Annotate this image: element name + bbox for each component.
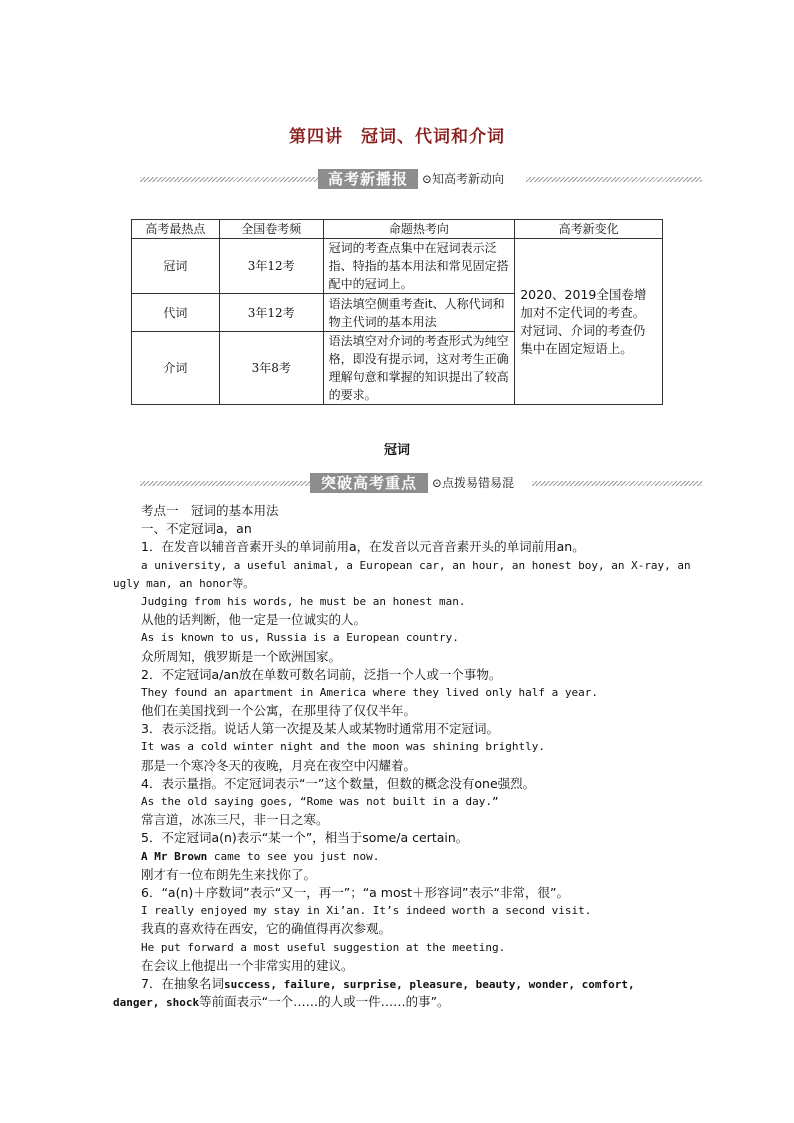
table-row (132, 239, 663, 294)
table-header-row (132, 220, 663, 239)
direction-cell: 语法填空侧重考查it、人称代词和物主代词的基本用法 (323, 294, 515, 332)
banner-right-rule (526, 177, 702, 182)
rule-text (113, 993, 685, 1011)
translation: 他们在美国找到一个公寓，在那里待了仅仅半年。 (141, 703, 417, 719)
direction-cell: 语法填空对介词的考查形式为纯空格，即没有提示词，这对考生正确理解句意和掌握的知识提出了较高的要求。 (323, 332, 515, 405)
sentence-rest: came to see you just now. (207, 849, 380, 863)
emphasis-text: danger, shock (113, 996, 200, 1010)
table-header-cell: 全国卷考频 (219, 220, 323, 239)
example-text: ugly man, an honor等。 (113, 576, 255, 590)
example-sentence: It was a cold winter night and the moon was shining brightly. (141, 740, 545, 754)
point-heading: 考点一 冠词的基本用法 (141, 503, 279, 518)
rule-text: 1．在发音以辅音音素开头的单词前用a，在发音以元音音素开头的单词前用an。 (141, 539, 585, 555)
rule-lead: 7．在抽象名词 (141, 975, 224, 991)
section-title: 冠词 (383, 443, 410, 458)
table-header-cell: 高考最热点 (132, 220, 220, 239)
change-cell: 2020、2019全国卷增加对不定代词的考查。对冠词、介词的考查仍集中在固定短语上。 (515, 239, 663, 405)
frequency-cell: 3年8考 (219, 332, 323, 405)
rule-text: 2．不定冠词a/an放在单数可数名词前，泛指一个人或一个事物。 (141, 666, 502, 682)
translation: 众所周知，俄罗斯是一个欧洲国家。 (141, 648, 342, 664)
rule-text: 5．不定冠词a(n)表示“某一个”，相当于some/a certain。 (141, 830, 469, 846)
rule-text (113, 975, 685, 993)
example-sentence: They found an apartment in America where they lived only half a year. (141, 685, 598, 699)
frequency-cell: 3年12考 (219, 239, 323, 294)
frequency-cell: 3年12考 (219, 294, 323, 332)
rule-text: 4．表示量指。不定冠词表示“一”这个数量，但数的概念没有one强烈。 (141, 775, 536, 791)
section-banner-focus (140, 473, 702, 495)
translation: 那是一个寒冷冬天的夜晚，月亮在夜空中闪耀着。 (141, 757, 417, 773)
example-sentence: I really enjoyed my stay in Xi’an. It’s indeed worth a second visit. (141, 904, 592, 918)
article-body (113, 502, 691, 1011)
banner-subtitle: ⊙点拨易错易混 (432, 474, 518, 492)
translation: 从他的话判断，他一定是一位诚实的人。 (141, 612, 367, 628)
example-sentence: Judging from his words, he must be an honest man. (141, 594, 466, 608)
section-banner-news (140, 169, 702, 191)
rule-text: 3．表示泛指。说话人第一次提及某人或某物时通常用不定冠词。 (141, 721, 499, 737)
banner-left-rule (140, 481, 310, 486)
example-sentence: As is known to us, Russia is a European country. (141, 631, 459, 645)
translation: 在会议上他提出一个非常实用的建议。 (141, 957, 354, 973)
table-header-cell: 高考新变化 (515, 220, 663, 239)
banner-badge: 突破高考重点 (310, 473, 428, 493)
banner-badge: 高考新播报 (318, 169, 418, 189)
topic-cell: 冠词 (132, 239, 220, 294)
topic-cell: 介词 (132, 332, 220, 405)
example-sentence: As the old saying goes, “Rome was not built in a day.” (141, 795, 499, 808)
rule-rest: 等前面表示“一个……的人或一件……的事”。 (199, 994, 450, 1010)
subsection-heading: 一、不定冠词a，an (141, 521, 252, 537)
translation: 我真的喜欢待在西安，它的确值得再次参观。 (141, 921, 392, 937)
emphasis-text: A Mr Brown (141, 849, 208, 863)
table-header-cell: 命题热考向 (323, 220, 515, 239)
banner-left-rule (140, 177, 318, 182)
rule-text: 6．“a(n)＋序数词”表示“又一，再一”；“a most＋形容词”表示“非常，很”。 (141, 884, 569, 900)
page-title: 第四讲 冠词、代词和介词 (289, 127, 505, 147)
example-sentence: He put forward a most useful suggestion at the meeting. (141, 940, 506, 954)
banner-subtitle: ⊙知高考新动向 (422, 170, 508, 188)
direction-cell: 冠词的考查点集中在冠词表示泛指、特指的基本用法和常见固定搭配中的冠词上。 (323, 239, 515, 294)
topic-cell: 代词 (132, 294, 220, 332)
translation: 常言道，冰冻三尺，非一日之寒。 (141, 812, 329, 828)
banner-right-rule (532, 481, 702, 486)
example-sentence (113, 848, 685, 866)
translation: 刚才有一位布朗先生来找你了。 (141, 866, 317, 882)
emphasis-text: success, failure, surprise, pleasure, beauty, wonder, comfort, (223, 977, 635, 991)
example-text: a university, a useful animal, a European car, an hour, an honest boy, an X-ray, an (141, 558, 691, 572)
hot-topics-table (131, 219, 663, 405)
